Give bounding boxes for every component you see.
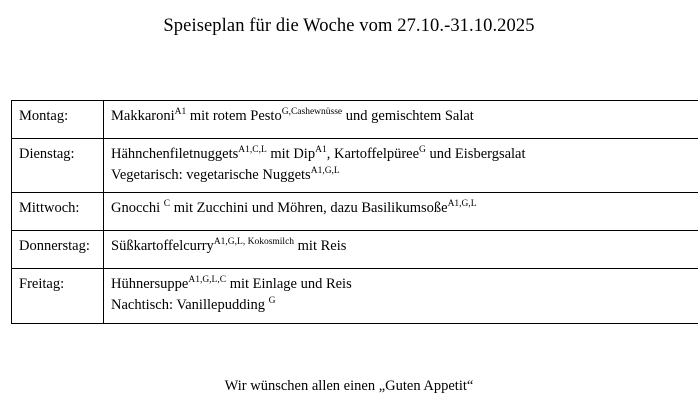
allergen-code: G: [268, 296, 276, 307]
weekly-menu-table: [11, 100, 698, 324]
table-row: [12, 101, 698, 139]
meal-text: mit rotem Pesto: [186, 108, 282, 124]
meal-text: und gemischtem Salat: [342, 108, 474, 124]
table-row: [12, 193, 698, 231]
menu-meal-line: [111, 237, 698, 256]
menu-meal-cell: [104, 269, 698, 323]
table-row: [12, 231, 698, 269]
menu-meal-line: [111, 296, 698, 315]
menu-day-cell: Dienstag:: [12, 139, 104, 193]
table-row: [12, 269, 698, 323]
allergen-code: G: [419, 145, 426, 156]
meal-text: mit Dip: [266, 146, 316, 162]
menu-meal-cell: [104, 231, 698, 269]
menu-day-cell: Mittwoch:: [12, 193, 104, 231]
page-title: Speiseplan für die Woche vom 27.10.-31.10.2025: [163, 16, 535, 36]
menu-meal-line: [111, 275, 698, 294]
meal-text: und Eisbergsalat: [425, 146, 526, 162]
menu-meal-line: [111, 145, 698, 164]
allergen-code: C: [163, 199, 171, 210]
menu-meal-line: [111, 199, 698, 218]
menu-meal-line: [111, 166, 698, 185]
allergen-code: A1: [315, 145, 327, 156]
meal-text: mit Einlage und Reis: [226, 276, 352, 293]
menu-meal-cell: [104, 193, 698, 231]
allergen-code: G,Cashewnüsse: [281, 107, 343, 118]
menu-day-cell: Freitag:: [12, 269, 104, 323]
menu-meal-line: [111, 107, 698, 126]
allergen-code: A1: [174, 107, 187, 118]
meal-text: Vegetarisch: vegetarische Nuggets: [111, 167, 311, 184]
meal-text: Makkaroni: [111, 108, 175, 124]
meal-text: mit Reis: [294, 238, 347, 255]
menu-day-cell: Donnerstag:: [12, 231, 104, 269]
menu-meal-cell: [104, 101, 698, 139]
meal-text: Hähnchenfiletnuggets: [111, 146, 239, 162]
menu-meal-cell: [104, 139, 698, 193]
meal-text: mit Zucchini und Möhren, dazu Basilikumsoße: [170, 200, 448, 217]
meal-text: Gnocchi: [111, 200, 164, 217]
allergen-code: A1,C,L: [238, 145, 267, 156]
menu-day-cell: Montag:: [12, 101, 104, 139]
meal-text: , Kartoffelpüree: [326, 146, 420, 162]
menu-table-body: [12, 101, 698, 324]
meal-text: Süßkartoffelcurry: [111, 238, 214, 255]
allergen-code: A1,G,L: [447, 199, 477, 210]
table-row: [12, 139, 698, 193]
allergen-code: A1,G,L,C: [188, 275, 227, 286]
allergen-code: A1,G,L: [310, 166, 340, 177]
footer-note: Wir wünschen allen einen „Guten Appetit“: [224, 378, 474, 394]
meal-text: Hühnersuppe: [111, 276, 189, 293]
meal-text: Nachtisch: Vanillepudding: [111, 297, 269, 314]
allergen-code: A1,G,L, Kokosmilch: [213, 237, 295, 248]
